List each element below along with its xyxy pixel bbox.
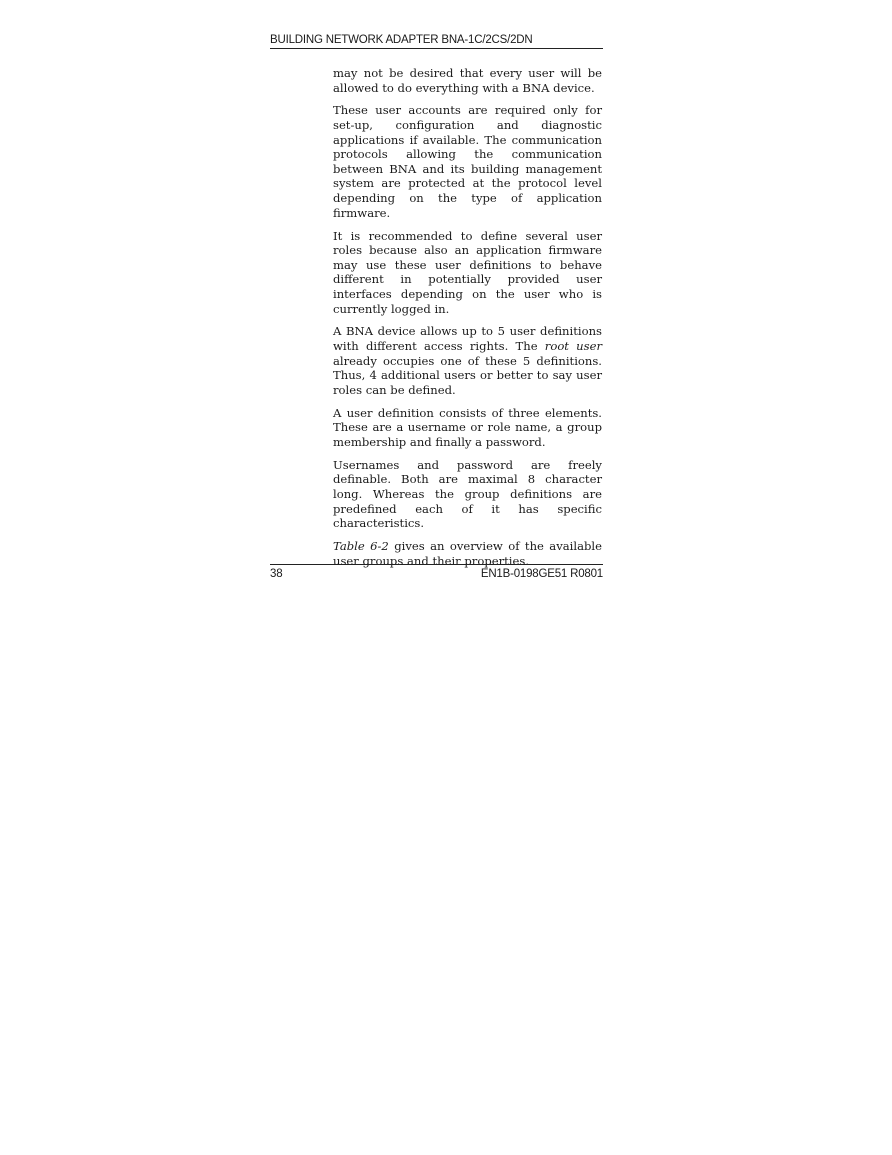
- paragraph-4-part-a: A BNA device allows up to 5 user definitions with different access rights. The: [333, 324, 602, 353]
- footer-rule: [270, 564, 603, 565]
- paragraph-4-part-b: already occupies one of these 5 definitions. Thus, 4 additional users or better to say user roles can be defined.: [333, 353, 602, 397]
- paragraph-7-rest: gives an overview of the available user groups and their properties.: [333, 539, 602, 568]
- document-code: EN1B-0198GE51 R0801: [480, 568, 603, 580]
- paragraph-6: Usernames and password are freely definable. Both are maximal 8 character long. Whereas the group definitions are predefined each of it has specific characteristics.: [333, 457, 602, 531]
- body-text: [333, 66, 602, 568]
- paragraph-3: It is recommended to define several user roles because also an application firmware may use these user definitions to behave different in potentially provided user interfaces depending on the user who is currently logged in.: [333, 228, 602, 316]
- root-user-term: root user: [544, 338, 603, 353]
- paragraph-2: These user accounts are required only for set-up, configuration and diagnostic applications if available. The communication protocols allowing the communication between BNA and its building management system are protected at the protocol level depending on the type of application firmware.: [333, 103, 602, 220]
- table-reference: Table 6-2: [333, 539, 389, 553]
- running-footer: [270, 567, 603, 581]
- paragraph-5: A user definition consists of three elements. These are a username or role name, a group membership and finally a password.: [333, 405, 602, 449]
- paragraph-4: [333, 324, 602, 397]
- page-number: 38: [270, 568, 283, 580]
- paragraph-1: may not be desired that every user will be allowed to do everything with a BNA device.: [333, 66, 602, 95]
- running-header: BUILDING NETWORK ADAPTER BNA-1C/2CS/2DN: [270, 33, 603, 49]
